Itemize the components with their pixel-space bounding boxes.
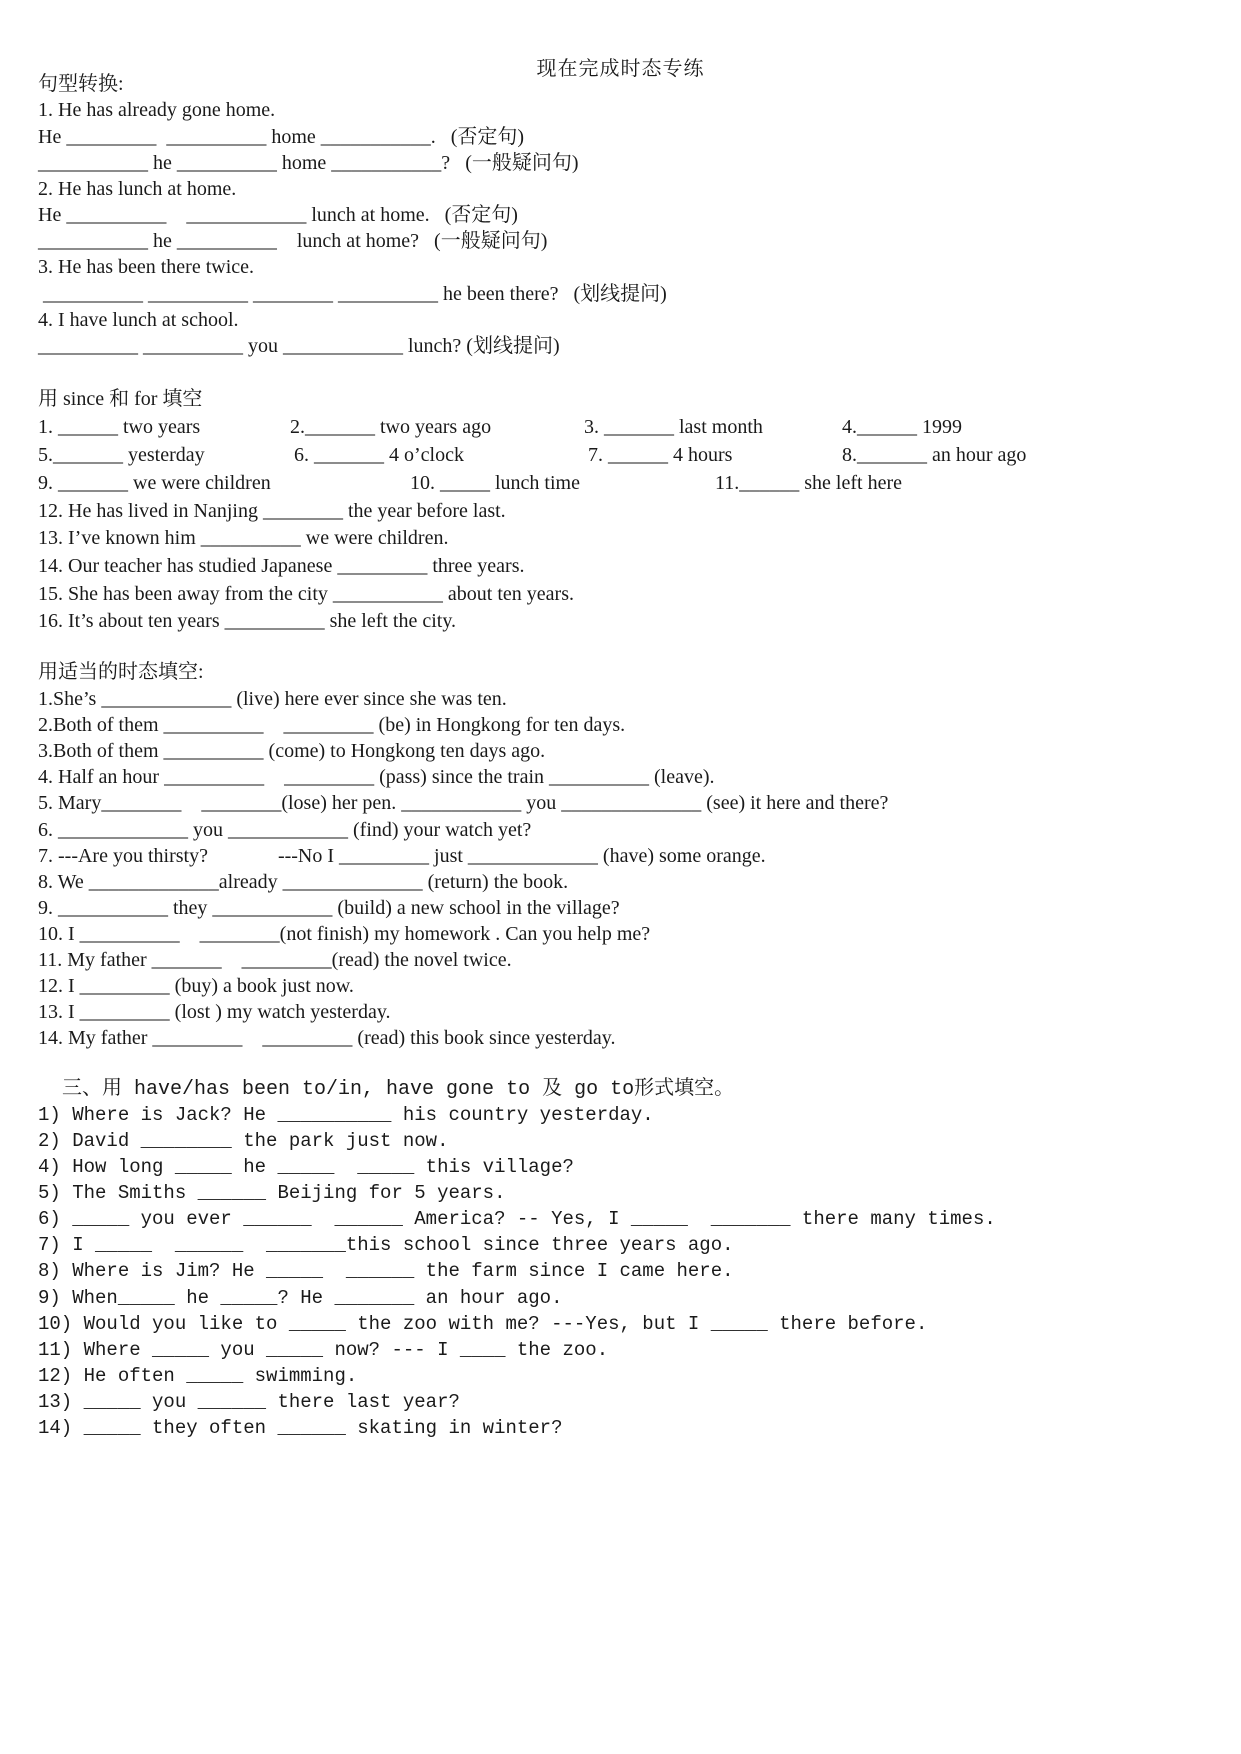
exercise-line: He _________ __________ home ___________. (否定句) (38, 126, 525, 148)
exercise-line: 13. I _________ (lost ) my watch yesterday. (38, 1001, 391, 1023)
exercise-line: 8. We _____________already ______________ (return) the book. (38, 871, 569, 893)
exercise-line: 6) _____ you ever ______ ______ America? -- Yes, I _____ _______ there many times. (38, 1208, 996, 1230)
exercise-line: 5. Mary________ ________(lose) her pen. ____________ you ______________ (see) it here and there? (38, 792, 889, 814)
exercise-line: 15. She has been away from the city ___________ about ten years. (38, 583, 574, 605)
exercise-line: 9. ___________ they ____________ (build) a new school in the village? (38, 897, 620, 919)
grid-item: 3. _______ last month (584, 416, 763, 438)
grid-item: 1. ______ two years (38, 416, 201, 438)
exercise-line: 13. I’ve known him __________ we were children. (38, 527, 449, 549)
grid-item: 10. _____ lunch time (410, 472, 580, 494)
exercise-line: 7. ---Are you thirsty? ---No I _________ just _____________ (have) some orange. (38, 845, 766, 867)
grid-item: 5._______ yesterday (38, 444, 205, 466)
exercise-line: 16. It’s about ten years __________ she left the city. (38, 610, 457, 632)
exercise-line: 3. He has been there twice. (38, 256, 255, 278)
exercise-line: 2.Both of them __________ _________ (be) in Hongkong for ten days. (38, 714, 626, 736)
exercise-line: 12. He has lived in Nanjing ________ the year before last. (38, 500, 506, 522)
exercise-line: 14. Our teacher has studied Japanese _________ three years. (38, 555, 525, 577)
exercise-line: 6. _____________ you ____________ (find) your watch yet? (38, 819, 532, 841)
exercise-line: 3.Both of them __________ (come) to Hongkong ten days ago. (38, 740, 546, 762)
exercise-line: 4. I have lunch at school. (38, 309, 239, 331)
exercise-line: 12) He often _____ swimming. (38, 1365, 358, 1387)
exercise-line: 5) The Smiths ______ Beijing for 5 years. (38, 1182, 506, 1204)
section-heading-tense-fill: 用适当的时态填空: (38, 661, 204, 683)
grid-item: 8._______ an hour ago (842, 444, 1027, 466)
exercise-line: 14) _____ they often ______ skating in winter? (38, 1417, 563, 1439)
grid-item: 6. _______ 4 o’clock (294, 444, 464, 466)
exercise-line: 12. I _________ (buy) a book just now. (38, 975, 354, 997)
exercise-line: ___________ he __________ lunch at home? (一般疑问句) (38, 230, 548, 252)
exercise-line: 8) Where is Jim? He _____ ______ the farm since I came here. (38, 1260, 734, 1282)
section-heading-have-been-gone: 三、用 have/has been to/in, have gone to 及 go to形式填空。 (38, 1078, 735, 1101)
grid-item: 2._______ two years ago (290, 416, 492, 438)
exercise-line: 10) Would you like to _____ the zoo with me? ---Yes, but I _____ there before. (38, 1313, 928, 1335)
exercise-line: __________ __________ you ____________ lunch? (划线提问) (38, 335, 560, 357)
exercise-line: 2) David ________ the park just now. (38, 1130, 449, 1152)
page-title: 现在完成时态专练 (536, 58, 705, 80)
exercise-line: 7) I _____ ______ _______this school since three years ago. (38, 1234, 734, 1256)
exercise-line: He __________ ____________ lunch at home. (否定句) (38, 204, 518, 226)
section-heading-since-for: 用 since 和 for 填空 (38, 388, 203, 410)
exercise-line: 11. My father _______ _________(read) the novel twice. (38, 949, 512, 971)
exercise-line: 13) _____ you ______ there last year? (38, 1391, 460, 1413)
section-heading-sentence-transform: 句型转换: (38, 73, 124, 95)
exercise-line: 11) Where _____ you _____ now? --- I ____ the zoo. (38, 1339, 609, 1361)
exercise-line: 9) When_____ he _____? He _______ an hour ago. (38, 1287, 563, 1309)
exercise-line: 1) Where is Jack? He __________ his country yesterday. (38, 1104, 654, 1126)
grid-item: 11.______ she left here (715, 472, 902, 494)
exercise-line: 1. He has already gone home. (38, 99, 276, 121)
exercise-line: 4. Half an hour __________ _________ (pass) since the train __________ (leave). (38, 766, 715, 788)
exercise-line: __________ __________ ________ __________ he been there? (划线提问) (38, 283, 667, 305)
exercise-line: ___________ he __________ home ___________? (一般疑问句) (38, 152, 579, 174)
exercise-line: 2. He has lunch at home. (38, 178, 237, 200)
grid-item: 9. _______ we were children (38, 472, 271, 494)
exercise-line: 1.She’s _____________ (live) here ever since she was ten. (38, 688, 507, 710)
exercise-line: 10. I __________ ________(not finish) my homework . Can you help me? (38, 923, 651, 945)
exercise-line: 4) How long _____ he _____ _____ this village? (38, 1156, 574, 1178)
grid-item: 4.______ 1999 (842, 416, 962, 438)
grid-item: 7. ______ 4 hours (588, 444, 733, 466)
exercise-line: 14. My father _________ _________ (read) this book since yesterday. (38, 1027, 616, 1049)
